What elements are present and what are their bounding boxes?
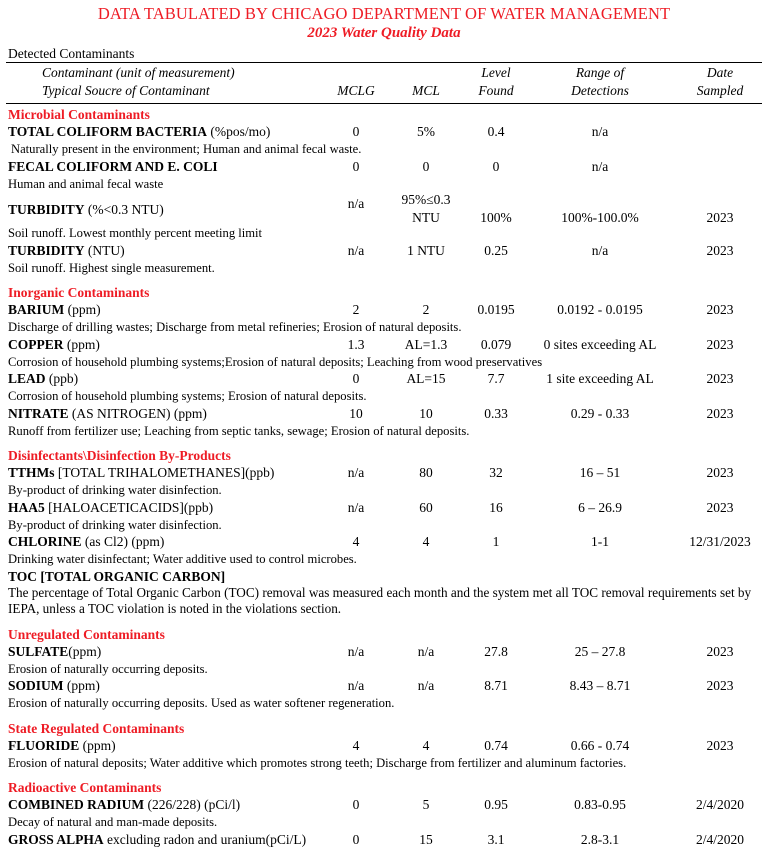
- cell-typical-source: Corrosion of household plumbing systems;Erosion of natural deposits; Leaching from wood preservatives: [8, 354, 543, 369]
- toc-body-text: The percentage of Total Organic Carbon (TOC) removal was measured each month and the system met all TOC removal requirements set by IEPA, unless a TOC violation is noted in the violations section.: [8, 584, 752, 616]
- cell-range-of-detections: 2.8-3.1: [580, 831, 620, 847]
- cell-typical-source: Runoff from fertilizer use; Leaching from septic tanks, sewage; Erosion of natural deposits.: [8, 423, 470, 438]
- cell-mclg: 0: [352, 158, 360, 174]
- section-heading: Unregulated Contaminants: [8, 626, 165, 642]
- cell-typical-source: Erosion of naturally occurring deposits. Used as water softener regeneration.: [8, 696, 395, 710]
- table-row: [6, 533, 762, 568]
- cell-date-sampled: 2023: [706, 405, 734, 421]
- cell-mcl: 15: [419, 831, 433, 847]
- cell-mclg: n/a: [347, 242, 365, 258]
- cell-range-of-detections: 0.0192 - 0.0195: [557, 302, 643, 317]
- cell-range-of-detections: 0.29 - 0.33: [570, 405, 630, 421]
- cell-mcl: AL=15: [406, 371, 446, 386]
- cell-range-of-detections: 0 sites exceeding AL: [543, 336, 657, 352]
- section-heading: Inorganic Contaminants: [8, 285, 150, 300]
- cell-mclg: 4: [352, 737, 360, 753]
- cell-mclg: 1.3: [347, 336, 365, 352]
- table-column-headers: [6, 63, 762, 103]
- column-header-range-2: Detections: [571, 83, 629, 98]
- cell-date-sampled: 2023: [706, 336, 734, 352]
- cell-date-sampled: 2023: [706, 242, 734, 258]
- cell-level-found: 0.4: [487, 124, 505, 139]
- column-header-date-1: Date: [706, 65, 734, 80]
- section-spacer: [6, 850, 762, 856]
- cell-contaminant-name: HAA5 [HALOACETICACIDS](ppb): [8, 499, 214, 515]
- cell-contaminant-name: LEAD (ppb): [8, 371, 79, 386]
- cell-mclg: n/a: [347, 643, 365, 659]
- cell-range-of-detections: 1-1: [591, 534, 609, 549]
- cell-typical-source: By-product of drinking water disinfection.: [8, 483, 222, 497]
- table-row: [6, 677, 762, 712]
- column-header-range-1: Range of: [575, 65, 625, 80]
- cell-range-of-detections: 1 site exceeding AL: [546, 371, 654, 386]
- column-header-level-2: Found: [478, 83, 514, 98]
- cell-typical-source: Decay of natural and man-made deposits.: [8, 815, 218, 829]
- cell-contaminant-name: TTHMs [TOTAL TRIHALOMETHANES](ppb): [8, 465, 275, 480]
- cell-typical-source: Corrosion of household plumbing systems; Erosion of natural deposits.: [8, 389, 367, 403]
- cell-level-found: 0.95: [484, 797, 508, 812]
- section-heading: Radioactive Contaminants: [8, 780, 162, 795]
- section-heading: Disinfectants\Disinfection By-Products: [8, 448, 231, 463]
- cell-mcl: 1 NTU: [407, 242, 445, 258]
- cell-contaminant-name: SODIUM (ppm): [8, 678, 100, 693]
- section-heading: State Regulated Contaminants: [8, 720, 185, 736]
- table-row: [6, 643, 762, 678]
- cell-range-of-detections: n/a: [591, 158, 609, 174]
- cell-contaminant-name: BARIUM (ppm): [8, 302, 101, 317]
- cell-mcl: n/a: [417, 678, 435, 693]
- toc-heading: TOC [TOTAL ORGANIC CARBON]: [8, 568, 226, 584]
- table-row: [6, 158, 762, 193]
- cell-level-found: 7.7: [487, 371, 505, 386]
- cell-typical-source: Soil runoff. Highest single measurement.: [8, 260, 215, 275]
- cell-mclg: n/a: [347, 678, 365, 693]
- cell-date-sampled: 2023: [706, 465, 734, 480]
- cell-mclg: 0: [352, 831, 360, 847]
- cell-typical-source: Human and animal fecal waste: [8, 176, 164, 191]
- table-row: [6, 831, 762, 850]
- cell-contaminant-name: COPPER (ppm): [8, 336, 100, 352]
- cell-range-of-detections: 100%-100.0%: [561, 210, 639, 225]
- cell-typical-source: Drinking water disinfectant; Water additive used to control microbes.: [8, 552, 357, 566]
- cell-level-found: 16: [489, 499, 503, 515]
- column-header-mclg: MCLG: [337, 83, 375, 98]
- cell-mcl: 95%≤0.3 NTU: [401, 192, 451, 225]
- cell-level-found: 27.8: [484, 643, 508, 659]
- cell-typical-source: By-product of drinking water disinfection.: [8, 517, 222, 532]
- cell-level-found: 0.0195: [477, 302, 515, 317]
- cell-level-found: 0.74: [484, 737, 508, 753]
- cell-contaminant-name: TOTAL COLIFORM BACTERIA (%pos/mo): [8, 124, 271, 139]
- cell-mcl: 60: [419, 499, 433, 515]
- cell-level-found: 8.71: [484, 678, 508, 693]
- cell-date-sampled: 2023: [706, 210, 734, 225]
- cell-mclg: 0: [352, 124, 360, 139]
- cell-mcl: 4: [422, 737, 430, 753]
- cell-mclg: 2: [352, 302, 360, 317]
- cell-mcl: 4: [422, 534, 430, 549]
- cell-mclg: 4: [352, 534, 360, 549]
- cell-range-of-detections: 25 – 27.8: [574, 643, 626, 659]
- cell-date-sampled: 2023: [706, 737, 734, 753]
- table-row: [6, 301, 762, 336]
- cell-typical-source: Discharge of drilling wastes; Discharge from metal refineries; Erosion of natural deposits.: [8, 320, 462, 334]
- cell-mcl: 5: [422, 797, 430, 812]
- cell-mcl: 80: [419, 465, 433, 480]
- cell-date-sampled: 2023: [706, 371, 734, 386]
- section-heading: Microbial Contaminants: [8, 107, 150, 122]
- cell-range-of-detections: 8.43 – 8.71: [569, 678, 631, 693]
- cell-level-found: 32: [489, 465, 503, 480]
- table-row: [6, 336, 762, 371]
- table-row: [6, 796, 762, 831]
- cell-range-of-detections: 0.83-0.95: [574, 797, 626, 812]
- cell-mcl: AL=1.3: [404, 336, 448, 352]
- column-header-level-1: Level: [481, 65, 511, 80]
- cell-mclg: n/a: [347, 196, 365, 211]
- cell-level-found: 0.25: [484, 242, 508, 258]
- table-row: [6, 370, 762, 405]
- table-row: [6, 464, 762, 499]
- cell-typical-source: Erosion of natural deposits; Water additive which promotes strong teeth; Discharge from fertilizer and aluminum factories.: [8, 755, 627, 770]
- cell-level-found: 3.1: [487, 831, 505, 847]
- cell-date-sampled: 2/4/2020: [695, 797, 744, 812]
- cell-typical-source: Erosion of naturally occurring deposits.: [8, 661, 208, 676]
- cell-date-sampled: 2/4/2020: [695, 831, 744, 847]
- cell-date-sampled: 2023: [706, 499, 734, 515]
- table-row: [6, 737, 762, 772]
- cell-level-found: 0.079: [480, 336, 512, 352]
- table-row: [6, 123, 762, 158]
- cell-range-of-detections: 0.66 - 0.74: [570, 737, 630, 753]
- page-title: DATA TABULATED BY CHICAGO DEPARTMENT OF WATER MANAGEMENT: [97, 4, 671, 23]
- table-row: [6, 242, 762, 277]
- detected-contaminants-label: Detected Contaminants: [8, 46, 135, 61]
- cell-range-of-detections: n/a: [591, 124, 609, 139]
- cell-contaminant-name: TURBIDITY (%<0.3 NTU): [8, 202, 164, 217]
- table-row: [6, 192, 762, 242]
- column-header-mcl: MCL: [412, 83, 440, 98]
- cell-mclg: n/a: [347, 465, 365, 480]
- cell-level-found: 0: [492, 158, 500, 174]
- cell-mclg: 0: [352, 797, 360, 812]
- column-header-source: Typical Soucre of Contaminant: [42, 83, 210, 98]
- cell-contaminant-name: GROSS ALPHA excluding radon and uranium(pCi/L): [8, 831, 307, 847]
- cell-date-sampled: 2023: [706, 302, 734, 317]
- cell-typical-source: Soil runoff. Lowest monthly percent meeting limit: [8, 226, 263, 240]
- cell-contaminant-name: TURBIDITY (NTU): [8, 242, 125, 258]
- cell-contaminant-name: CHLORINE (as Cl2) (ppm): [8, 534, 165, 549]
- cell-range-of-detections: 6 – 26.9: [578, 499, 622, 515]
- cell-range-of-detections: 16 – 51: [579, 465, 621, 480]
- cell-typical-source: Naturally present in the environment; Human and animal fecal waste.: [11, 142, 362, 156]
- cell-mcl: 5%: [417, 124, 435, 139]
- cell-level-found: 100%: [480, 210, 512, 225]
- cell-mclg: 10: [349, 405, 363, 421]
- cell-level-found: 0.33: [484, 405, 508, 421]
- contaminant-sections: [6, 104, 762, 856]
- cell-date-sampled: 2023: [706, 643, 734, 659]
- cell-level-found: 1: [492, 534, 500, 549]
- cell-date-sampled: 12/31/2023: [689, 534, 751, 549]
- cell-contaminant-name: SULFATE(ppm): [8, 643, 102, 659]
- cell-contaminant-name: FECAL COLIFORM AND E. COLI: [8, 158, 218, 174]
- cell-mcl: n/a: [417, 643, 435, 659]
- cell-contaminant-name: FLUORIDE (ppm): [8, 737, 116, 753]
- table-row: [6, 499, 762, 534]
- column-header-contaminant: Contaminant (unit of measurement): [42, 65, 235, 80]
- table-row: [6, 405, 762, 440]
- cell-mcl: 10: [419, 405, 433, 421]
- cell-contaminant-name: NITRATE (AS NITROGEN) (ppm): [8, 405, 207, 421]
- cell-mcl: 0: [422, 158, 430, 174]
- cell-contaminant-name: COMBINED RADIUM (226/228) (pCi/l): [8, 797, 241, 812]
- column-header-date-2: Sampled: [696, 83, 744, 98]
- cell-range-of-detections: n/a: [591, 242, 609, 258]
- cell-date-sampled: 2023: [706, 678, 734, 693]
- cell-mclg: n/a: [347, 499, 365, 515]
- cell-mcl: 2: [422, 302, 430, 317]
- page-subtitle: 2023 Water Quality Data: [307, 25, 461, 41]
- cell-mclg: 0: [352, 371, 360, 386]
